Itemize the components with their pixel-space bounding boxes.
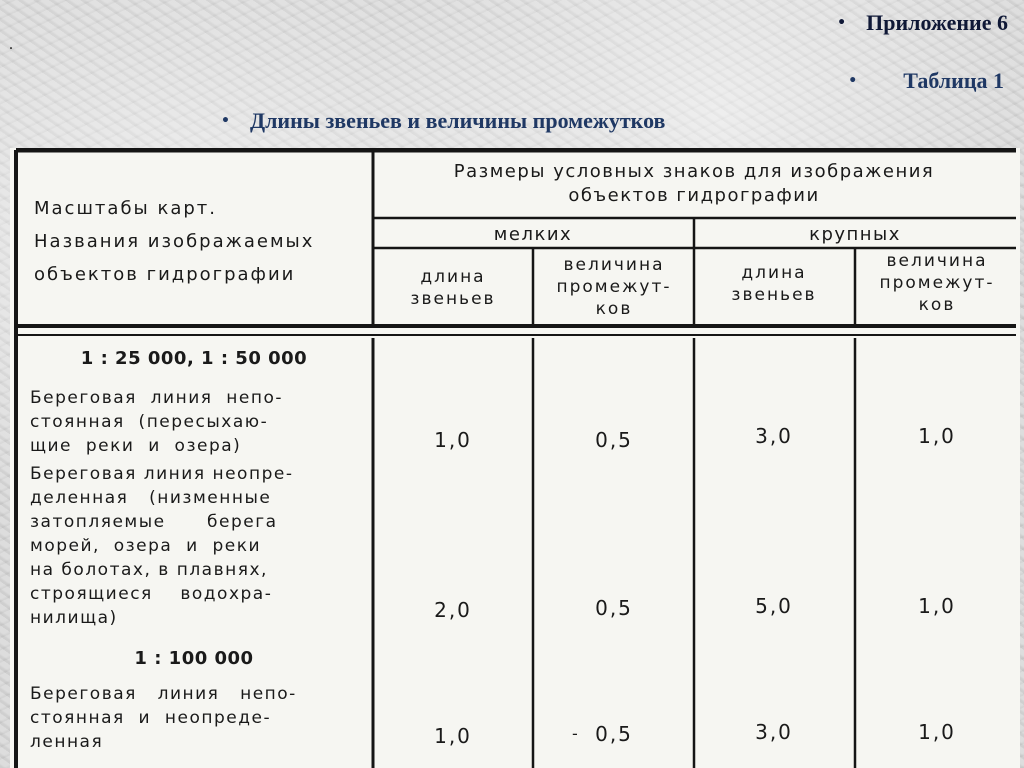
- bullet-icon: •: [221, 113, 230, 129]
- column-header-gap-large: величина промежут- ков: [879, 251, 995, 315]
- bullet-icon: •: [848, 73, 858, 89]
- cell-gap-large: 1,0: [918, 720, 956, 744]
- subheader-large-objects: крупных: [809, 224, 901, 245]
- subheader-small-objects: мелких: [493, 224, 573, 245]
- scale-label-100000: 1 : 100 000: [134, 648, 254, 669]
- cell-length-small: 1,0: [434, 428, 472, 452]
- column-header-sizes: Размеры условных знаков для изображения объектов гидрографии: [453, 161, 935, 206]
- column-header-length-large: длина звеньев: [731, 263, 817, 305]
- subtitle-label: Длины звеньев и величины промежутков: [249, 108, 666, 133]
- cell-length-large: 3,0: [755, 424, 793, 448]
- scanned-table: [10, 148, 1020, 768]
- table-number-label: Таблица 1: [903, 68, 1004, 93]
- column-header-length-small: длина звеньев: [410, 267, 496, 309]
- cell-mark: -: [572, 724, 580, 743]
- cell-gap-small: 0,5: [595, 722, 633, 746]
- cell-length-large: 5,0: [755, 594, 793, 618]
- row-desc-indefinite-shoreline: Береговая линия неопре- деленная (низменные затопляемые берега морей, озера и реки на болотах, в плавнях, строящиеся водохра- нилища): [30, 464, 294, 628]
- cell-gap-large: 1,0: [918, 424, 956, 448]
- cell-gap-small: 0,5: [595, 428, 633, 452]
- appendix-label: Приложение 6: [866, 10, 1008, 35]
- table-number-heading: [848, 68, 1004, 94]
- cell-length-small: 2,0: [434, 598, 472, 622]
- appendix-heading: [837, 10, 1008, 36]
- cell-gap-large: 1,0: [918, 594, 956, 618]
- cell-length-small: 1,0: [434, 724, 472, 748]
- cell-length-large: 3,0: [755, 720, 793, 744]
- stray-dot: .: [9, 36, 13, 53]
- bullet-icon: •: [837, 15, 847, 31]
- column-header-scales: Масштабы карт. Названия изображаемых объектов гидрографии: [34, 198, 315, 285]
- row-desc-unstable-shoreline: Береговая линия непо- стоянная (пересыхаю- щие реки и озера): [30, 388, 284, 456]
- column-header-gap-small: величина промежут- ков: [556, 255, 672, 319]
- row-desc-unstable-indefinite-shoreline: Береговая линия непо- стоянная и неопреде- ленная: [30, 684, 297, 752]
- cell-gap-small: 0,5: [595, 596, 633, 620]
- scale-label-25000-50000: 1 : 25 000, 1 : 50 000: [80, 348, 308, 369]
- table-subtitle: [221, 108, 665, 134]
